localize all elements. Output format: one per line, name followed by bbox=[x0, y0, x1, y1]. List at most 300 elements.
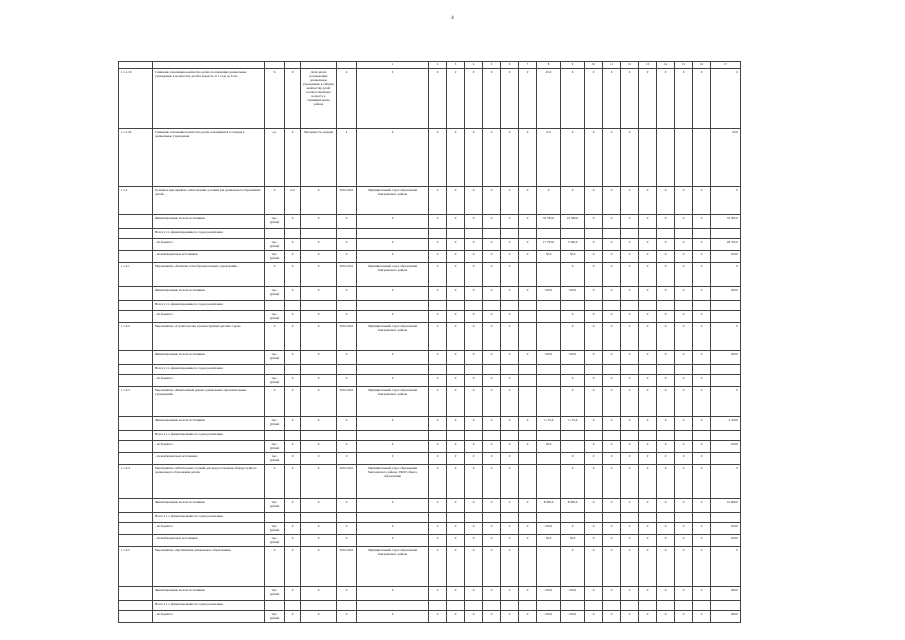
table-cell bbox=[519, 365, 537, 375]
header-cell: 2 bbox=[429, 62, 447, 69]
table-cell: 0 bbox=[621, 375, 639, 387]
table-cell: 0 bbox=[265, 387, 285, 417]
table-cell: 0 bbox=[693, 251, 711, 263]
table-cell bbox=[285, 301, 301, 311]
header-cell: 11 bbox=[603, 62, 621, 69]
table-cell: 0 bbox=[483, 263, 501, 287]
table-cell: 0 bbox=[639, 375, 657, 387]
table-cell: 28 765,0 bbox=[711, 239, 741, 251]
table-cell: 0 bbox=[447, 587, 465, 601]
row-name: Всего в т.ч. финансирование по годам реализации bbox=[153, 365, 265, 375]
table-cell: 0 bbox=[285, 323, 301, 351]
table-cell bbox=[711, 453, 741, 465]
table-cell: 0 bbox=[657, 351, 675, 365]
table-cell: 0 bbox=[693, 323, 711, 351]
table-cell: 0 bbox=[429, 453, 447, 465]
table-cell bbox=[337, 513, 357, 523]
table-cell bbox=[429, 365, 447, 375]
row-name: Мероприятие «Обеспечение условий для предоставления общедоступного дошкольного образования детей» bbox=[153, 465, 265, 499]
table-cell bbox=[639, 601, 657, 611]
table-cell bbox=[657, 601, 675, 611]
table-cell bbox=[357, 365, 429, 375]
table-cell: 0 bbox=[483, 611, 501, 623]
table-cell: 0 bbox=[675, 465, 693, 499]
table-cell bbox=[465, 365, 483, 375]
table-cell: 0 bbox=[285, 287, 301, 301]
row-name: Финансирование из всех источников bbox=[153, 215, 265, 229]
table-cell: Муниципальный отдел образования Заиграевского района bbox=[357, 323, 429, 351]
table-cell: Доля детей, посещающих дошкольные учреждения, к общему количеству детей соответствующего возраста в муниципальном районе bbox=[301, 69, 337, 129]
table-cell: 0 bbox=[483, 287, 501, 301]
table-cell: 50,0 bbox=[537, 535, 561, 547]
table-cell bbox=[501, 229, 519, 239]
table-cell bbox=[519, 601, 537, 611]
table-cell: 2016-2021 bbox=[337, 547, 357, 587]
table-cell: 0 bbox=[603, 587, 621, 601]
table-cell: 0 bbox=[675, 417, 693, 431]
table-cell bbox=[483, 301, 501, 311]
table-cell: 0 bbox=[429, 69, 447, 129]
table-cell bbox=[711, 301, 741, 311]
table-cell: 0 bbox=[357, 311, 429, 323]
table-cell bbox=[301, 513, 337, 523]
table-cell: тыс. рублей bbox=[265, 499, 285, 513]
table-cell: 0 bbox=[447, 499, 465, 513]
table-cell: 0 bbox=[711, 263, 741, 287]
table-cell: 0 bbox=[639, 611, 657, 623]
table-cell: 0 bbox=[465, 251, 483, 263]
table-cell: 0 bbox=[357, 239, 429, 251]
table-cell: 0 bbox=[447, 215, 465, 229]
table-cell: 0 bbox=[657, 499, 675, 513]
table-cell: 0 bbox=[465, 535, 483, 547]
row-code: 1.1.1.20 bbox=[119, 129, 153, 187]
row-name: Снижение отношения количества детей, посещающих дошкольные учреждения, к количеству детей в возрасте от 1 года до 6 лет bbox=[153, 69, 265, 129]
table-cell: 0 bbox=[501, 465, 519, 499]
table-cell bbox=[519, 547, 537, 587]
table-cell bbox=[621, 365, 639, 375]
table-cell: 0 bbox=[585, 417, 603, 431]
table-cell: 0 bbox=[447, 465, 465, 499]
table-cell: 0 bbox=[447, 69, 465, 129]
table-cell: 0 bbox=[357, 69, 429, 129]
table-cell bbox=[429, 601, 447, 611]
table-cell: 0 bbox=[621, 69, 639, 129]
row-name: Снижение отношения количества детей, находящихся в очереди в дошкольные учреждения bbox=[153, 129, 265, 187]
row-code bbox=[119, 431, 153, 441]
row-name: Мероприятие «Капитальный ремонт дошкольных образовательных учреждений» bbox=[153, 387, 265, 417]
table-cell: 17 795,0 bbox=[537, 239, 561, 251]
table-cell bbox=[537, 453, 561, 465]
table-cell: 0 bbox=[585, 69, 603, 129]
table-cell: 0 bbox=[585, 187, 603, 215]
table-cell bbox=[519, 431, 537, 441]
table-cell: 0 bbox=[483, 323, 501, 351]
table-cell bbox=[561, 431, 585, 441]
table-cell: 0 bbox=[285, 535, 301, 547]
table-cell bbox=[603, 601, 621, 611]
header-cell: 16 bbox=[693, 62, 711, 69]
table-cell: 0 bbox=[357, 375, 429, 387]
table-cell: 100,0 bbox=[537, 587, 561, 601]
table-cell: 0 bbox=[639, 535, 657, 547]
table-cell bbox=[301, 601, 337, 611]
table-cell: Муниципальный отдел образования Заиграевского района bbox=[357, 387, 429, 417]
table-cell bbox=[519, 323, 537, 351]
table-cell: Муниципальный отдел образования Заиграевского района bbox=[357, 263, 429, 287]
table-cell: 0 bbox=[483, 417, 501, 431]
header-cell: 8 bbox=[537, 62, 561, 69]
table-cell: 0 bbox=[285, 263, 301, 287]
table-cell: 2016-2021 bbox=[337, 263, 357, 287]
table-cell: 0 bbox=[675, 311, 693, 323]
table-cell: 0 bbox=[483, 239, 501, 251]
table-row bbox=[119, 239, 741, 251]
table-cell: 0 bbox=[603, 69, 621, 129]
table-cell: 0 bbox=[447, 129, 465, 187]
table-cell: 0 bbox=[657, 387, 675, 417]
table-cell: 0 bbox=[501, 251, 519, 263]
table-cell bbox=[657, 129, 675, 187]
table-cell: 0 bbox=[519, 535, 537, 547]
table-cell: 0 bbox=[357, 287, 429, 301]
table-cell: 0 bbox=[429, 323, 447, 351]
program-financing-table bbox=[118, 61, 741, 623]
table-row bbox=[119, 323, 741, 351]
table-cell: 0 bbox=[675, 215, 693, 229]
table-cell: ед. bbox=[265, 129, 285, 187]
table-cell: 0 bbox=[285, 441, 301, 453]
table-cell bbox=[711, 311, 741, 323]
table-cell: 0 bbox=[265, 323, 285, 351]
table-cell bbox=[285, 601, 301, 611]
table-cell: 0 bbox=[621, 499, 639, 513]
table-cell: 0 bbox=[501, 187, 519, 215]
table-cell: 0 bbox=[675, 323, 693, 351]
table-cell: 0 bbox=[657, 323, 675, 351]
table-cell bbox=[675, 513, 693, 523]
table-row bbox=[119, 215, 741, 229]
table-cell: 0 bbox=[285, 351, 301, 365]
table-row bbox=[119, 229, 741, 239]
table-cell: 0 bbox=[465, 375, 483, 387]
table-cell: 0 bbox=[639, 69, 657, 129]
table-cell: 0 bbox=[501, 263, 519, 287]
table-cell bbox=[657, 365, 675, 375]
table-cell bbox=[265, 229, 285, 239]
table-cell bbox=[711, 365, 741, 375]
table-cell: 0 bbox=[301, 547, 337, 587]
row-code bbox=[119, 311, 153, 323]
table-cell: 200,0 bbox=[711, 287, 741, 301]
table-cell: 0 bbox=[639, 453, 657, 465]
table-cell: 0 bbox=[603, 453, 621, 465]
header-cell bbox=[285, 62, 301, 69]
header-cell: 7 bbox=[519, 62, 537, 69]
table-cell: 2 350,0 bbox=[711, 417, 741, 431]
table-cell bbox=[483, 601, 501, 611]
table-cell: 0 bbox=[465, 323, 483, 351]
table-cell: 0 bbox=[657, 535, 675, 547]
table-cell: 0 bbox=[603, 611, 621, 623]
table-cell: 0 bbox=[447, 417, 465, 431]
table-cell: 50,0 bbox=[537, 251, 561, 263]
table-cell: 0 bbox=[657, 417, 675, 431]
table-cell bbox=[693, 301, 711, 311]
table-cell: 0 bbox=[265, 187, 285, 215]
table-cell: 0 bbox=[301, 351, 337, 365]
header-cell: 14 bbox=[657, 62, 675, 69]
table-cell: 0 bbox=[483, 251, 501, 263]
table-cell: 0 bbox=[301, 375, 337, 387]
table-cell: 0 bbox=[657, 69, 675, 129]
table-cell bbox=[519, 311, 537, 323]
table-cell: 0 bbox=[265, 465, 285, 499]
table-cell bbox=[337, 365, 357, 375]
table-cell: 0 bbox=[693, 69, 711, 129]
table-cell: 0 bbox=[657, 187, 675, 215]
table-cell bbox=[537, 601, 561, 611]
table-row bbox=[119, 547, 741, 587]
table-cell: тыс. рублей bbox=[265, 441, 285, 453]
table-cell: 0 bbox=[285, 417, 301, 431]
table-cell: 0 bbox=[519, 187, 537, 215]
table-cell: 0 bbox=[519, 611, 537, 623]
table-cell: 0 bbox=[711, 465, 741, 499]
table-cell: 0 bbox=[639, 523, 657, 535]
table-cell: 0 bbox=[639, 187, 657, 215]
row-code bbox=[119, 287, 153, 301]
table-cell: 0 bbox=[675, 523, 693, 535]
table-cell: 0 bbox=[603, 187, 621, 215]
table-cell: 0 bbox=[465, 215, 483, 229]
table-cell: 0 bbox=[639, 547, 657, 587]
table-cell: 0 bbox=[519, 69, 537, 129]
table-cell bbox=[693, 513, 711, 523]
table-cell: 0 bbox=[285, 547, 301, 587]
table-cell: 0 bbox=[675, 587, 693, 601]
table-cell: 0 bbox=[265, 263, 285, 287]
table-cell: 0 bbox=[357, 417, 429, 431]
table-cell: 0 bbox=[285, 375, 301, 387]
table-cell: 0,0 bbox=[537, 129, 561, 187]
table-cell: 0 bbox=[483, 465, 501, 499]
table-cell: 0 bbox=[603, 441, 621, 453]
table-cell bbox=[265, 513, 285, 523]
table-cell: 0 bbox=[621, 547, 639, 587]
row-code bbox=[119, 535, 153, 547]
table-cell: 0 bbox=[483, 453, 501, 465]
table-cell: 0 bbox=[447, 441, 465, 453]
table-cell: 0 bbox=[585, 547, 603, 587]
table-cell: 0 bbox=[301, 523, 337, 535]
header-row bbox=[119, 62, 741, 69]
row-name: - из бюджета bbox=[153, 441, 265, 453]
table-cell bbox=[337, 229, 357, 239]
table-cell: 0 bbox=[657, 611, 675, 623]
table-cell: 0 bbox=[585, 535, 603, 547]
table-row bbox=[119, 69, 741, 129]
table-cell: 0 bbox=[693, 587, 711, 601]
row-code bbox=[119, 601, 153, 611]
row-name: Финансирование из всех источников bbox=[153, 499, 265, 513]
table-cell bbox=[519, 387, 537, 417]
table-cell: 0 bbox=[585, 375, 603, 387]
table-cell: 23 580,0 bbox=[561, 215, 585, 229]
table-cell: 0 bbox=[519, 129, 537, 187]
table-row bbox=[119, 499, 741, 513]
table-cell: 0 bbox=[337, 417, 357, 431]
table-cell: 0 bbox=[483, 375, 501, 387]
table-cell bbox=[447, 229, 465, 239]
table-cell bbox=[519, 229, 537, 239]
table-cell: 0 bbox=[429, 499, 447, 513]
table-cell: 0 bbox=[429, 587, 447, 601]
row-code: 1.1.2.3 bbox=[119, 387, 153, 417]
table-cell: 0 bbox=[675, 351, 693, 365]
table-cell: 0 bbox=[693, 535, 711, 547]
table-cell: 100,0 bbox=[537, 351, 561, 365]
table-cell: 0 bbox=[561, 387, 585, 417]
table-cell: 0 bbox=[285, 69, 301, 129]
row-name: Всего в т.ч. финансирование по годам реализации bbox=[153, 513, 265, 523]
table-cell: 0 bbox=[357, 587, 429, 601]
table-cell: 0 bbox=[301, 441, 337, 453]
table-cell: 45,0 bbox=[537, 69, 561, 129]
table-cell: 0 bbox=[621, 251, 639, 263]
table-cell: 0 bbox=[465, 239, 483, 251]
table-cell bbox=[357, 601, 429, 611]
table-cell: 0 bbox=[603, 375, 621, 387]
table-cell: 0 bbox=[285, 129, 301, 187]
table-cell: 100,0 bbox=[537, 523, 561, 535]
table-cell bbox=[675, 431, 693, 441]
table-cell: 0 bbox=[285, 311, 301, 323]
table-cell: 0 bbox=[675, 441, 693, 453]
table-cell: 0 bbox=[337, 499, 357, 513]
table-cell: 0 bbox=[561, 323, 585, 351]
table-cell: 0 bbox=[301, 587, 337, 601]
table-cell bbox=[429, 229, 447, 239]
table-cell bbox=[537, 229, 561, 239]
table-cell: 0 bbox=[675, 187, 693, 215]
table-cell bbox=[301, 431, 337, 441]
table-row bbox=[119, 263, 741, 287]
table-cell: 0 bbox=[585, 129, 603, 187]
row-code bbox=[119, 375, 153, 387]
table-cell: 0 bbox=[483, 215, 501, 229]
row-code bbox=[119, 513, 153, 523]
table-cell: 0 bbox=[621, 387, 639, 417]
table-cell: тыс. рублей bbox=[265, 311, 285, 323]
table-cell: 0 bbox=[561, 375, 585, 387]
row-code bbox=[119, 441, 153, 453]
header-cell: 12 bbox=[621, 62, 639, 69]
table-cell: 0 bbox=[561, 129, 585, 187]
table-cell: 0 bbox=[639, 387, 657, 417]
table-cell: 0 bbox=[561, 523, 585, 535]
table-cell: 0 bbox=[639, 311, 657, 323]
table-cell: 0 bbox=[675, 375, 693, 387]
table-row bbox=[119, 351, 741, 365]
table-cell: 0 bbox=[483, 547, 501, 587]
table-cell: 0 bbox=[337, 611, 357, 623]
table-cell: 0 bbox=[301, 311, 337, 323]
table-cell: 0 bbox=[465, 417, 483, 431]
table-cell: 0 bbox=[693, 311, 711, 323]
table-cell bbox=[693, 601, 711, 611]
table-cell: 0 bbox=[693, 547, 711, 587]
table-cell bbox=[537, 323, 561, 351]
table-cell: 0 bbox=[447, 387, 465, 417]
table-cell: 0 bbox=[501, 311, 519, 323]
table-cell: 0 bbox=[483, 187, 501, 215]
table-cell bbox=[501, 601, 519, 611]
table-cell: 0 bbox=[585, 239, 603, 251]
table-cell: 0 bbox=[501, 387, 519, 417]
table-row bbox=[119, 523, 741, 535]
table-row bbox=[119, 431, 741, 441]
row-name: Мероприятие «Организация дошкольного образования» bbox=[153, 547, 265, 587]
table-cell: 0 bbox=[465, 187, 483, 215]
table-cell: 0 bbox=[675, 535, 693, 547]
table-cell: 100,0 bbox=[537, 611, 561, 623]
table-cell: 100,0 bbox=[711, 441, 741, 453]
table-cell: % bbox=[265, 69, 285, 129]
table-row bbox=[119, 287, 741, 301]
table-cell: 0 bbox=[357, 129, 429, 187]
table-cell: 0 bbox=[501, 375, 519, 387]
table-cell: 0 bbox=[501, 287, 519, 301]
table-cell: 0 bbox=[711, 323, 741, 351]
table-cell: 0 bbox=[585, 441, 603, 453]
table-cell: 0 bbox=[585, 311, 603, 323]
table-cell: 0 bbox=[337, 287, 357, 301]
table-cell: 0 bbox=[301, 215, 337, 229]
table-cell: 0 bbox=[657, 215, 675, 229]
table-cell bbox=[265, 301, 285, 311]
table-cell bbox=[501, 513, 519, 523]
table-cell: 0 bbox=[603, 417, 621, 431]
table-cell: 1 175,0 bbox=[561, 417, 585, 431]
table-cell bbox=[285, 229, 301, 239]
table-cell: 0 bbox=[519, 417, 537, 431]
table-cell: 0 bbox=[657, 523, 675, 535]
table-cell bbox=[621, 513, 639, 523]
table-cell: 0 bbox=[603, 351, 621, 365]
table-cell: тыс. рублей bbox=[265, 215, 285, 229]
table-cell: 0 bbox=[357, 215, 429, 229]
table-cell: 0 bbox=[711, 387, 741, 417]
table-cell: 0 bbox=[693, 417, 711, 431]
row-code bbox=[119, 239, 153, 251]
table-cell bbox=[483, 513, 501, 523]
table-cell bbox=[657, 301, 675, 311]
table-cell bbox=[429, 301, 447, 311]
table-cell: 0 bbox=[657, 441, 675, 453]
table-cell: 0 bbox=[429, 387, 447, 417]
table-cell: 0 bbox=[337, 375, 357, 387]
table-cell: 4 bbox=[337, 69, 357, 129]
header-cell: 4 bbox=[465, 62, 483, 69]
table-cell bbox=[585, 301, 603, 311]
table-cell: 0 bbox=[301, 251, 337, 263]
table-cell: 0 bbox=[657, 375, 675, 387]
table-row bbox=[119, 187, 741, 215]
table-cell: 2016-2021 bbox=[337, 187, 357, 215]
table-cell: 0 bbox=[693, 375, 711, 387]
row-name: - из внебюджетных источников bbox=[153, 453, 265, 465]
